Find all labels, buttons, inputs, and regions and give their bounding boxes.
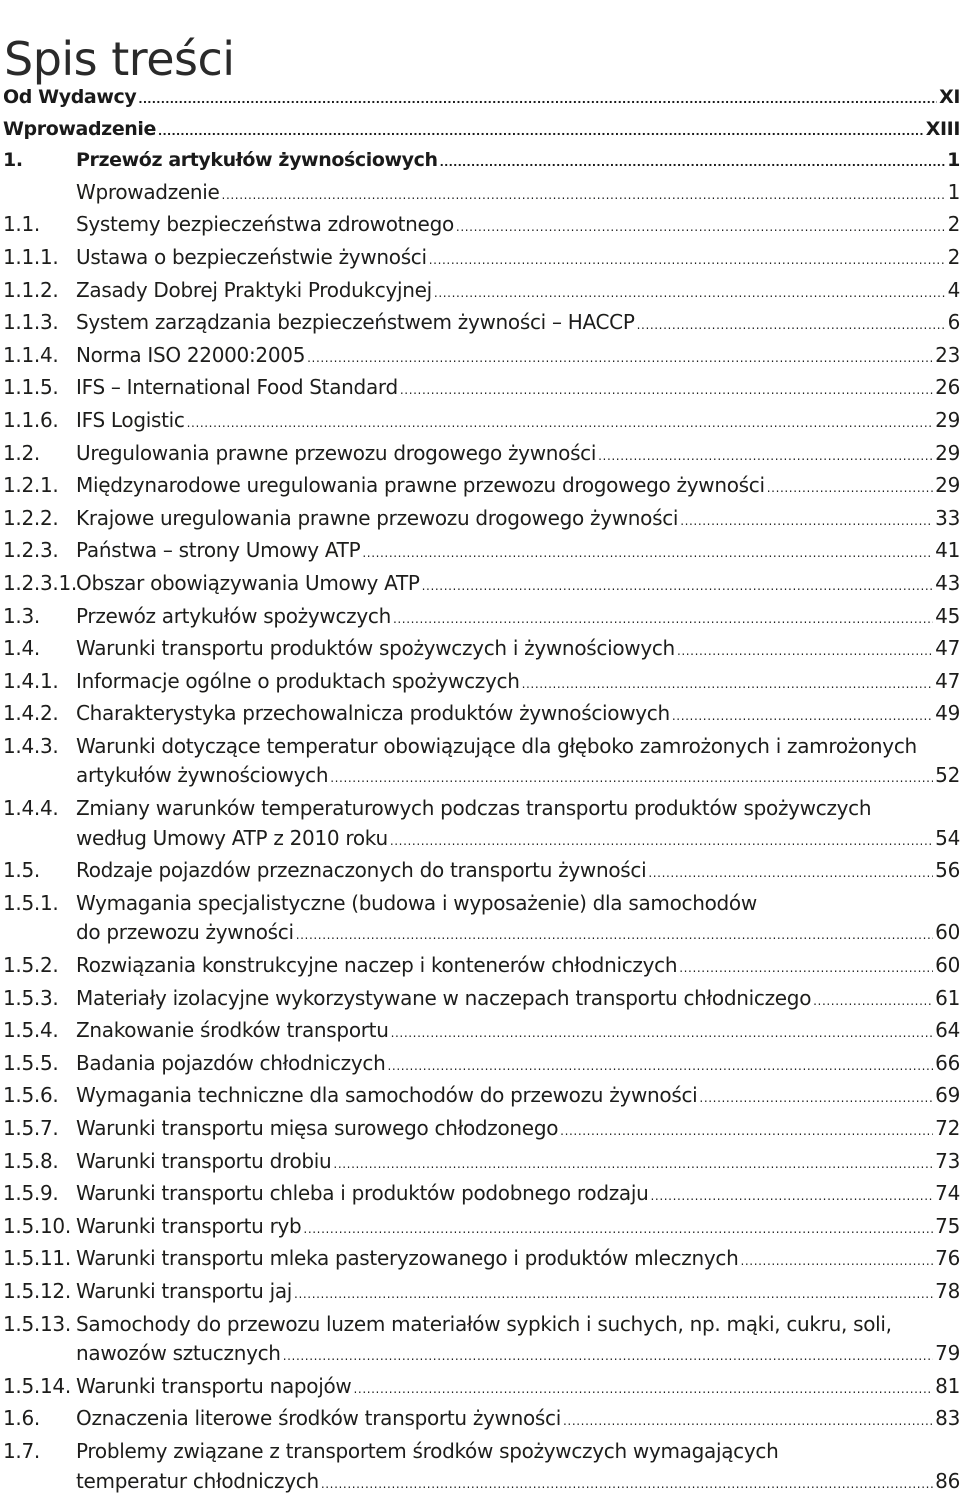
dot-leader bbox=[637, 311, 946, 341]
toc-entry-title: Państwa – strony Umowy ATP bbox=[76, 538, 361, 563]
toc-entry-number: 1.4. bbox=[3, 636, 40, 661]
toc-entry[interactable] bbox=[0, 569, 960, 602]
dot-leader bbox=[362, 539, 933, 569]
toc-entry-number: 1.4.1. bbox=[3, 668, 59, 693]
dot-leader bbox=[283, 1342, 933, 1372]
toc-entry[interactable] bbox=[0, 1404, 960, 1437]
dot-leader bbox=[651, 1182, 934, 1212]
toc-entry[interactable] bbox=[0, 308, 960, 341]
toc-entry[interactable] bbox=[0, 1081, 960, 1114]
toc-entry-page-number: 72 bbox=[935, 1116, 960, 1140]
toc-entry-number: 1.1.2. bbox=[3, 277, 59, 302]
toc-entry[interactable] bbox=[0, 699, 960, 732]
toc-entry[interactable] bbox=[0, 1310, 960, 1372]
toc-entry-title: według Umowy ATP z 2010 roku bbox=[76, 825, 388, 850]
toc-entry-title: Systemy bezpieczeństwa zdrowotnego bbox=[76, 212, 454, 237]
toc-entry-title: Przewóz artykułów spożywczych bbox=[76, 603, 391, 628]
toc-entry-title: Międzynarodowe uregulowania prawne przewozu drogowego żywności bbox=[76, 473, 765, 498]
toc-entry-number: 1.5.8. bbox=[3, 1148, 59, 1173]
toc-entry[interactable] bbox=[0, 1049, 960, 1082]
toc-entry-title: IFS – International Food Standard bbox=[76, 375, 398, 400]
toc-entry-page-number: 86 bbox=[935, 1468, 960, 1493]
toc-entry-page-number: 75 bbox=[935, 1213, 960, 1238]
toc-entry-number: 1.5.14. bbox=[3, 1373, 71, 1398]
dot-leader bbox=[296, 921, 933, 951]
toc-entry-title: IFS Logistic bbox=[76, 407, 185, 432]
toc-entry[interactable] bbox=[0, 984, 960, 1017]
toc-entry-title-line: Samochody do przewozu luzem materiałów sypkich i suchych, np. mąki, cukru, soli, bbox=[76, 1311, 892, 1336]
dot-leader bbox=[429, 246, 946, 276]
dot-leader bbox=[307, 344, 933, 374]
toc-entry-title-line: Zmiany warunków temperaturowych podczas transportu produktów spożywczych bbox=[76, 796, 872, 821]
toc-entry-number: 1.2. bbox=[3, 440, 40, 465]
dot-leader bbox=[222, 181, 946, 211]
toc-entry-page-number: XI bbox=[939, 86, 960, 108]
toc-entry-page-number: 26 bbox=[935, 375, 960, 400]
toc-entry[interactable] bbox=[0, 276, 960, 309]
dot-leader bbox=[740, 1247, 933, 1277]
dot-leader bbox=[353, 1375, 933, 1405]
toc-entry-title: nawozów sztucznych bbox=[76, 1341, 281, 1366]
toc-entry-number: 1.7. bbox=[3, 1438, 40, 1463]
toc-entry-page-number: 66 bbox=[935, 1050, 960, 1075]
toc-entry-title: Ustawa o bezpieczeństwie żywności bbox=[76, 244, 427, 269]
toc-entry-page-number: 4 bbox=[947, 277, 960, 302]
toc-entry[interactable] bbox=[0, 83, 960, 115]
toc-entry-number: 1.1. bbox=[3, 212, 40, 237]
dot-leader bbox=[387, 1052, 933, 1082]
toc-entry[interactable] bbox=[0, 210, 960, 243]
dot-leader bbox=[699, 1084, 933, 1114]
dot-leader bbox=[393, 605, 933, 635]
toc-entry-title: Obszar obowiązywania Umowy ATP bbox=[76, 570, 420, 595]
toc-entry-page-number: 83 bbox=[935, 1406, 960, 1431]
toc-entry[interactable] bbox=[0, 1372, 960, 1405]
dot-leader bbox=[677, 637, 933, 667]
toc-entry[interactable] bbox=[0, 439, 960, 472]
toc-entry[interactable] bbox=[0, 1212, 960, 1245]
dot-leader bbox=[138, 85, 937, 115]
dot-leader bbox=[330, 764, 933, 794]
toc-entry-number: 1.2.3. bbox=[3, 538, 59, 563]
dot-leader bbox=[400, 376, 933, 406]
toc-entry-page-number: 29 bbox=[935, 440, 960, 465]
dot-leader bbox=[767, 474, 933, 504]
toc-entry[interactable] bbox=[0, 602, 960, 635]
toc-entry-number: 1.5.9. bbox=[3, 1181, 59, 1206]
toc-entry-page-number: 29 bbox=[935, 473, 960, 498]
toc-entry[interactable] bbox=[0, 889, 960, 951]
toc-entry[interactable] bbox=[0, 951, 960, 984]
dot-leader bbox=[563, 1407, 933, 1437]
dot-leader bbox=[672, 702, 933, 732]
toc-entry-number: 1.5.5. bbox=[3, 1050, 59, 1075]
toc-entry-title: Warunki transportu mleka pasteryzowanego i produktów mlecznych bbox=[76, 1246, 739, 1271]
toc-entry-page-number: 79 bbox=[935, 1341, 960, 1366]
toc-entry-title: Wprowadzenie bbox=[76, 179, 220, 204]
dot-leader bbox=[598, 442, 933, 472]
toc-entry[interactable] bbox=[0, 504, 960, 537]
dot-leader bbox=[560, 1117, 933, 1147]
toc-entry-title: do przewozu żywności bbox=[76, 920, 294, 945]
toc-entry-title: Warunki transportu chleba i produktów podobnego rodzaju bbox=[76, 1181, 649, 1206]
toc-entry-page-number: 56 bbox=[935, 858, 960, 883]
toc-entry-number: 1.3. bbox=[3, 603, 40, 628]
toc-entry-page-number: 47 bbox=[935, 636, 960, 661]
toc-entry[interactable] bbox=[0, 667, 960, 700]
dot-leader bbox=[321, 1470, 933, 1499]
toc-entry-title: System zarządzania bezpieczeństwem żywności – HACCP bbox=[76, 310, 635, 335]
toc-entry-page-number: 60 bbox=[935, 953, 960, 978]
toc-entry-number: 1.5.2. bbox=[3, 953, 59, 978]
dot-leader bbox=[434, 279, 946, 309]
toc-entry-number: 1.2.1. bbox=[3, 473, 59, 498]
toc-entry-number: 1.5.1. bbox=[3, 890, 59, 915]
dot-leader bbox=[390, 827, 933, 857]
toc-entry[interactable] bbox=[0, 341, 960, 374]
toc-entry-number: 1.1.1. bbox=[3, 244, 59, 269]
toc-entry[interactable] bbox=[0, 1147, 960, 1180]
toc-entry-number: 1.5.7. bbox=[3, 1116, 59, 1140]
toc-entry-title: Warunki transportu produktów spożywczych i żywnościowych bbox=[76, 636, 675, 661]
dot-leader bbox=[680, 507, 933, 537]
dot-leader bbox=[303, 1215, 933, 1245]
dot-leader bbox=[440, 148, 946, 178]
toc-entry-number: 1.5. bbox=[3, 858, 40, 883]
toc-entry-title: Uregulowania prawne przewozu drogowego żywności bbox=[76, 440, 597, 465]
toc-entry-page-number: 2 bbox=[947, 212, 960, 237]
toc-entry-page-number: 49 bbox=[935, 701, 960, 726]
toc-entry-title: Badania pojazdów chłodniczych bbox=[76, 1050, 386, 1075]
toc-entry[interactable] bbox=[0, 1244, 960, 1277]
toc-entry-page-number: 69 bbox=[935, 1083, 960, 1108]
toc-entry-page-number: 1 bbox=[947, 149, 960, 172]
toc-entry[interactable] bbox=[0, 732, 960, 794]
dot-leader bbox=[422, 572, 934, 602]
toc-entry[interactable] bbox=[0, 536, 960, 569]
toc-entry-title: Od Wydawcy bbox=[3, 86, 137, 108]
toc-entry-page-number: 23 bbox=[935, 342, 960, 367]
toc-entry-title: Warunki transportu drobiu bbox=[76, 1148, 332, 1173]
toc-entry-page-number: 1 bbox=[947, 179, 960, 204]
toc-entry-title: Rozwiązania konstrukcyjne naczep i kontenerów chłodniczych bbox=[76, 953, 678, 978]
page-title: Spis treści bbox=[4, 31, 235, 86]
toc-entry-title: Oznaczenia literowe środków transportu żywności bbox=[76, 1406, 561, 1431]
dot-leader bbox=[456, 213, 946, 243]
toc-entry[interactable] bbox=[0, 1277, 960, 1310]
toc-entry-title: artykułów żywnościowych bbox=[76, 763, 329, 788]
toc-entry[interactable] bbox=[0, 1179, 960, 1212]
toc-entry-number: 1.1.3. bbox=[3, 310, 59, 335]
toc-entry-page-number: 45 bbox=[935, 603, 960, 628]
toc-entry-number: 1.6. bbox=[3, 1406, 40, 1431]
toc-entry-title: Rodzaje pojazdów przeznaczonych do transportu żywności bbox=[76, 858, 647, 883]
toc-entry[interactable] bbox=[0, 406, 960, 439]
toc-entry[interactable] bbox=[0, 115, 960, 147]
toc-entry-title: Wprowadzenie bbox=[3, 117, 157, 140]
dot-leader bbox=[813, 987, 933, 1017]
toc-entry[interactable] bbox=[0, 1437, 960, 1499]
dot-leader bbox=[522, 670, 934, 700]
dot-leader bbox=[648, 859, 933, 889]
toc-entry-number: 1.5.12. bbox=[3, 1278, 71, 1303]
toc-entry-number: 1.1.5. bbox=[3, 375, 59, 400]
toc-entry-number: 1.2.3.1. bbox=[3, 570, 77, 595]
toc-entry-title: Materiały izolacyjne wykorzystywane w naczepach transportu chłodniczego bbox=[76, 985, 812, 1010]
toc-entry-page-number: 54 bbox=[935, 825, 960, 850]
toc-entry-title: Wymagania techniczne dla samochodów do przewozu żywności bbox=[76, 1083, 698, 1108]
toc-entry-title: Warunki transportu ryb bbox=[76, 1213, 302, 1238]
toc-entry-page-number: 74 bbox=[935, 1181, 960, 1206]
toc-entry-page-number: 33 bbox=[935, 505, 960, 530]
toc-entry[interactable] bbox=[0, 471, 960, 504]
toc-entry-title: Przewóz artykułów żywnościowych bbox=[76, 149, 438, 172]
toc-entry-page-number: 52 bbox=[935, 763, 960, 788]
toc-entry-page-number: 81 bbox=[935, 1373, 960, 1398]
toc-entry-number: 1.5.11. bbox=[3, 1246, 71, 1271]
toc-entry[interactable] bbox=[0, 856, 960, 889]
toc-entry-title: Warunki transportu jaj bbox=[76, 1278, 293, 1303]
dot-leader bbox=[187, 409, 934, 439]
toc-entry-title-line: Wymagania specjalistyczne (budowa i wyposażenie) dla samochodów bbox=[76, 890, 757, 915]
toc-entry[interactable] bbox=[0, 1016, 960, 1049]
toc-entry-page-number: 76 bbox=[935, 1246, 960, 1271]
toc-entry-number: 1.5.6. bbox=[3, 1083, 59, 1108]
toc-entry-page-number: 61 bbox=[935, 985, 960, 1010]
toc-entry-page-number: 78 bbox=[935, 1278, 960, 1303]
toc-entry-page-number: 6 bbox=[947, 310, 960, 335]
toc-entry[interactable] bbox=[0, 1114, 960, 1147]
toc-entry-number: 1.4.4. bbox=[3, 796, 59, 821]
toc-entry-number: 1.5.4. bbox=[3, 1018, 59, 1043]
toc-entry-title: Charakterystyka przechowalnicza produktów żywnościowych bbox=[76, 701, 670, 726]
toc-entry[interactable] bbox=[0, 373, 960, 406]
toc-entry-page-number: 64 bbox=[935, 1018, 960, 1043]
toc-entry-number: 1.5.3. bbox=[3, 985, 59, 1010]
toc-entry-page-number: 73 bbox=[935, 1148, 960, 1173]
toc-entry-number: 1.1.4. bbox=[3, 342, 59, 367]
toc-entry-page-number: 47 bbox=[935, 668, 960, 693]
toc-entry-title-line: Problemy związane z transportem środków spożywczych wymagających bbox=[76, 1438, 779, 1463]
toc-entry-title: Norma ISO 22000:2005 bbox=[76, 342, 306, 367]
toc-entry-title: temperatur chłodniczych bbox=[76, 1468, 319, 1493]
toc-entry-page-number: 43 bbox=[935, 570, 960, 595]
toc-entry-page-number: 2 bbox=[947, 244, 960, 269]
toc-entry-title-line: Warunki dotyczące temperatur obowiązujące dla głęboko zamrożonych i zamrożonych bbox=[76, 733, 917, 758]
dot-leader bbox=[391, 1019, 934, 1049]
toc-entry-page-number: 60 bbox=[935, 920, 960, 945]
toc-entry[interactable] bbox=[0, 178, 960, 211]
dot-leader bbox=[294, 1280, 933, 1310]
dot-leader bbox=[679, 954, 933, 984]
toc-entry-number: 1.4.3. bbox=[3, 733, 59, 758]
toc-entry-page-number: 41 bbox=[935, 538, 960, 563]
dot-leader bbox=[158, 117, 924, 147]
dot-leader bbox=[333, 1150, 933, 1180]
toc-entry[interactable] bbox=[0, 243, 960, 276]
toc-entry-title: Warunki transportu mięsa surowego chłodzonego bbox=[76, 1116, 559, 1140]
toc-entry[interactable] bbox=[0, 146, 960, 178]
toc-entry[interactable] bbox=[0, 794, 960, 856]
toc-entry-number: 1.2.2. bbox=[3, 505, 59, 530]
toc-entry-number: 1.5.10. bbox=[3, 1213, 71, 1238]
toc-entry[interactable] bbox=[0, 634, 960, 667]
toc-entry-page-number: XIII bbox=[925, 117, 960, 140]
toc-entry-title: Krajowe uregulowania prawne przewozu drogowego żywności bbox=[76, 505, 679, 530]
table-of-contents bbox=[0, 83, 960, 1499]
toc-entry-title: Znakowanie środków transportu bbox=[76, 1018, 389, 1043]
toc-entry-number: 1.4.2. bbox=[3, 701, 59, 726]
toc-entry-title: Warunki transportu napojów bbox=[76, 1373, 352, 1398]
toc-entry-number: 1. bbox=[3, 149, 23, 172]
toc-entry-title: Zasady Dobrej Praktyki Produkcyjnej bbox=[76, 277, 432, 302]
toc-entry-number: 1.1.6. bbox=[3, 407, 59, 432]
toc-entry-number: 1.5.13. bbox=[3, 1311, 71, 1336]
toc-entry-title: Informacje ogólne o produktach spożywczych bbox=[76, 668, 520, 693]
toc-entry-page-number: 29 bbox=[935, 407, 960, 432]
